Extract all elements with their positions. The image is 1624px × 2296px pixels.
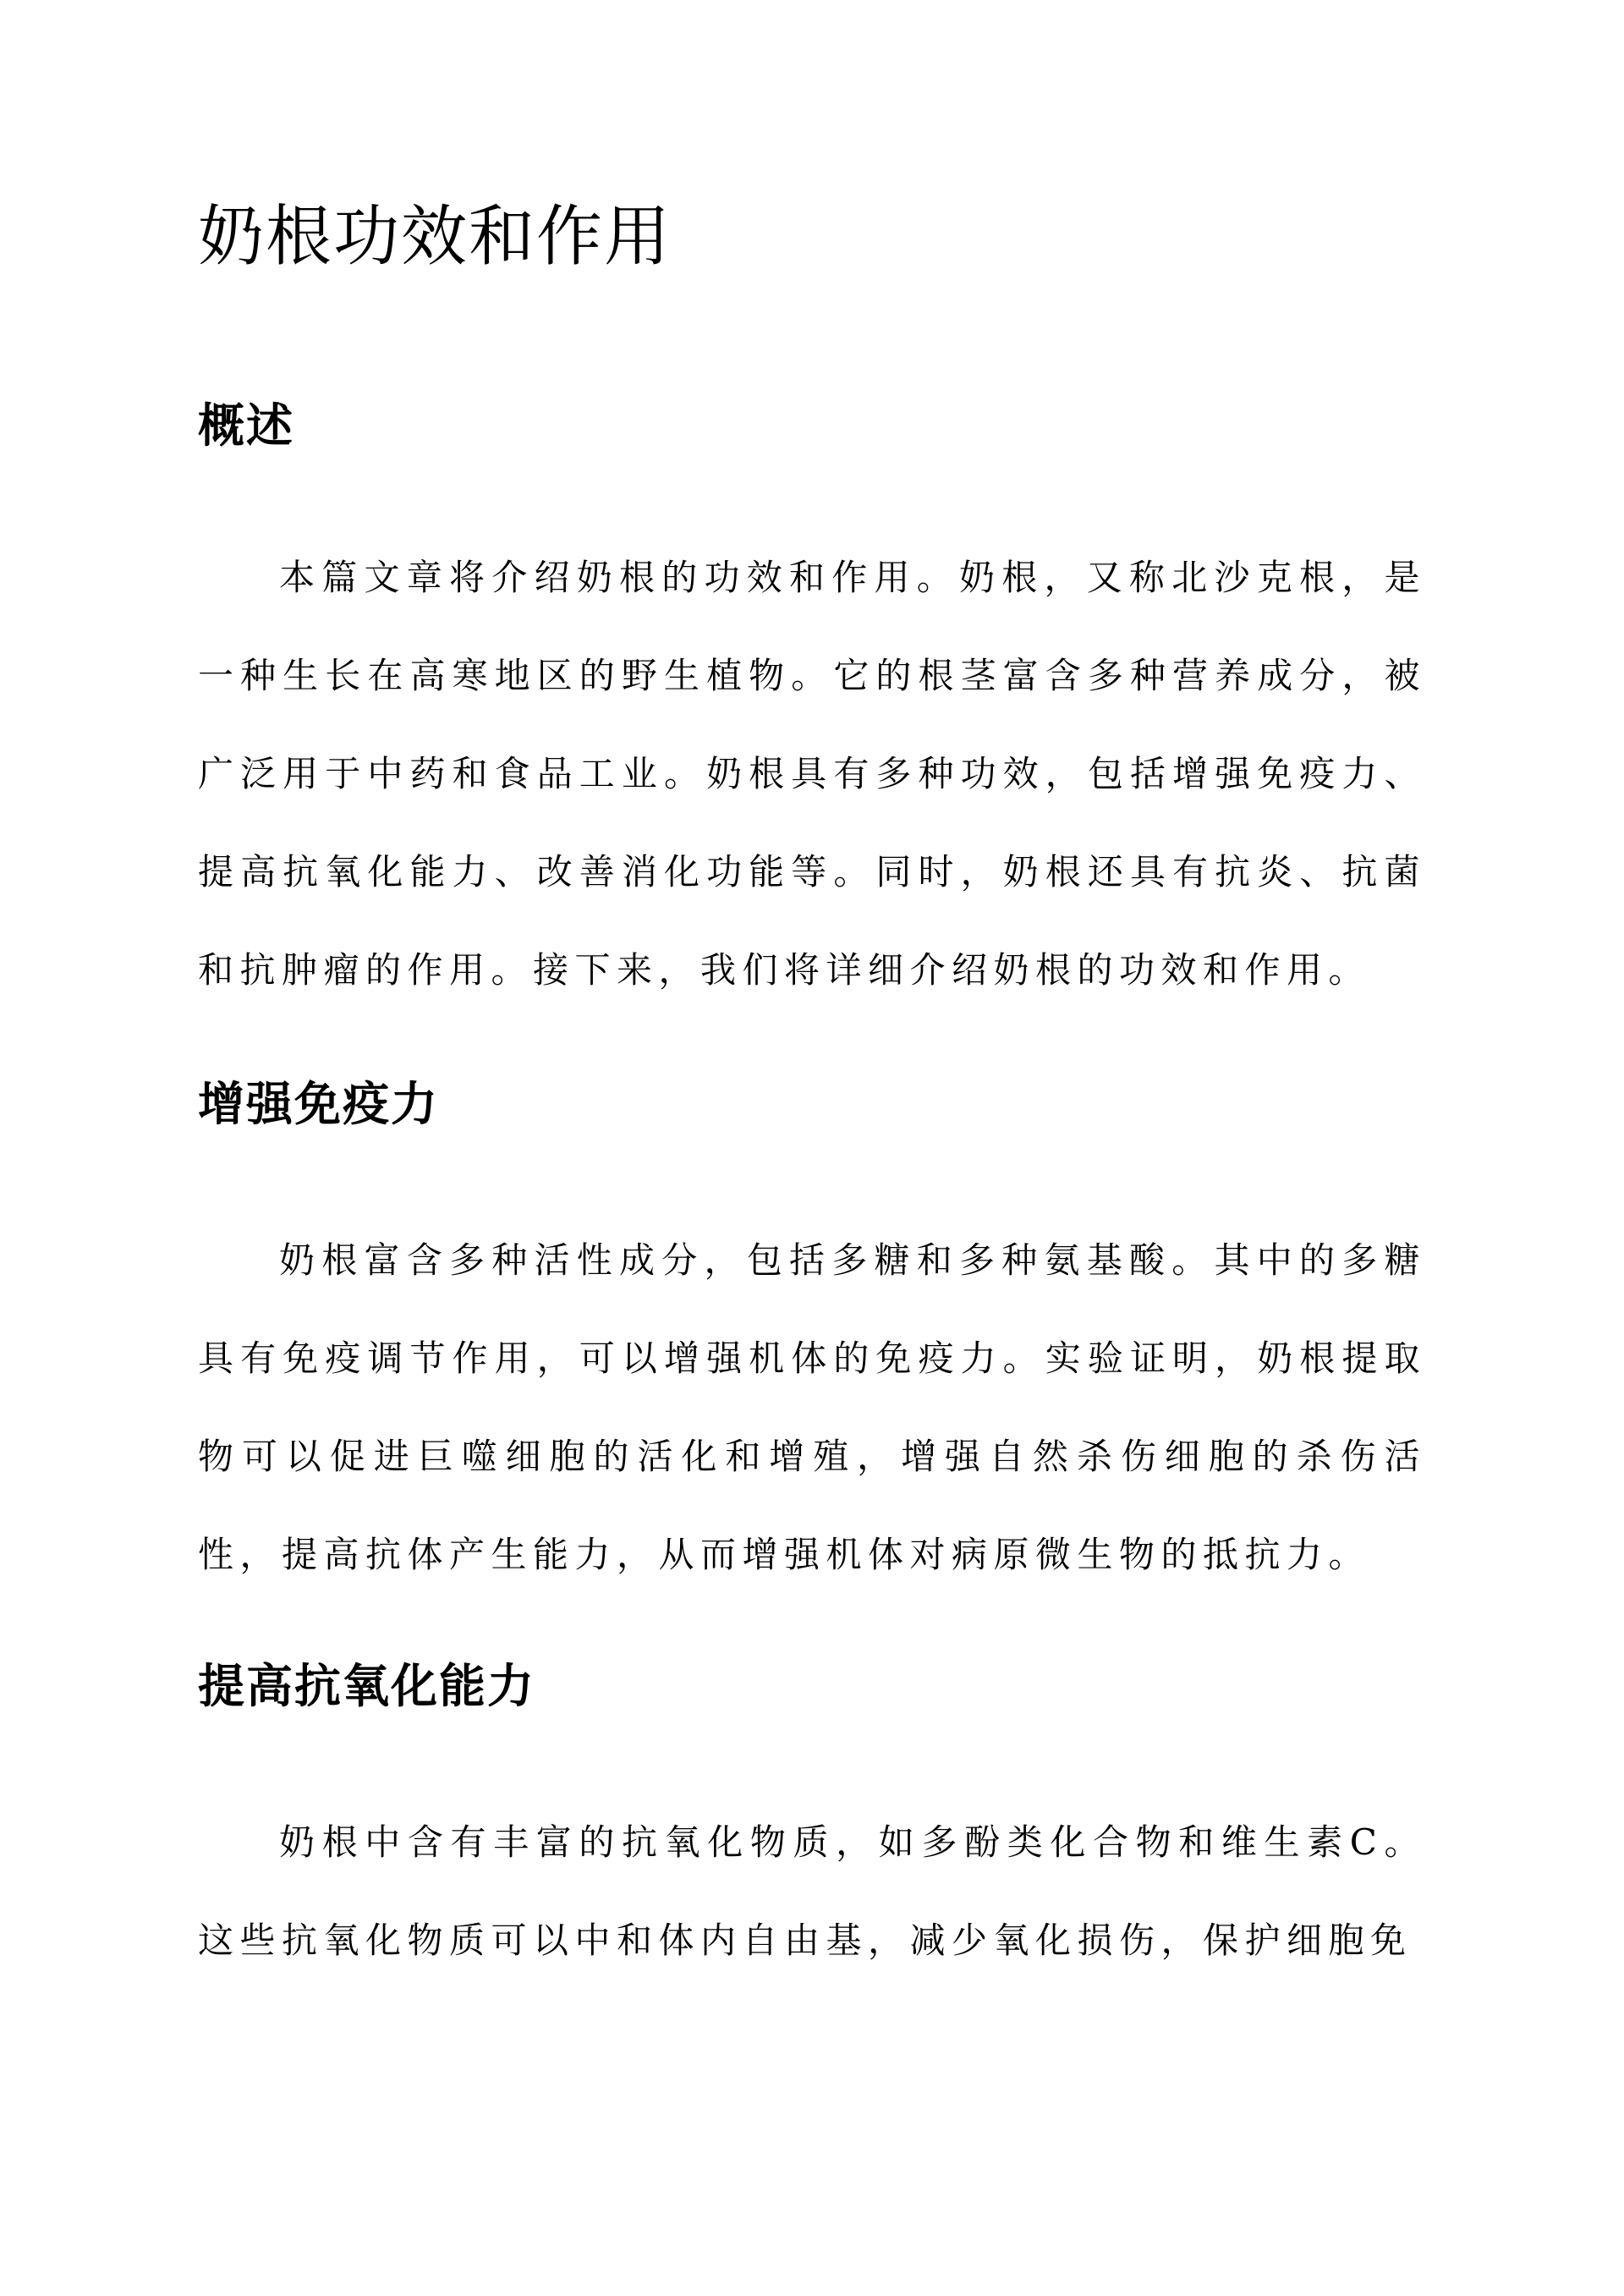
section-paragraph-immunity: 奶根富含多种活性成分，包括多糖和多种氨基酸。其中的多糖具有免疫调节作用，可以增强机体的免疫力。实验证明，奶根提取物可以促进巨噬细胞的活化和增殖，增强自然杀伤细胞的杀伤活性，提高抗体产生能力，从而增强机体对病原微生物的抵抗力。	[198, 1239, 1426, 1575]
section-paragraph-overview: 本篇文章将介绍奶根的功效和作用。奶根，又称北沙克根，是一种生长在高寒地区的野生植物。它的根茎富含多种营养成分，被广泛用于中药和食品工业。奶根具有多种功效，包括增强免疫力、提高抗氧化能力、改善消化功能等。同时，奶根还具有抗炎、抗菌和抗肿瘤的作用。接下来，我们将详细介绍奶根的功效和作用。	[198, 557, 1426, 991]
section-heading-antioxidant: 提高抗氧化能力	[198, 1658, 536, 1713]
section-heading-immunity: 增强免疫力	[198, 1076, 440, 1131]
document-title: 奶根功效和作用	[198, 199, 672, 275]
section-heading-overview: 概述	[198, 398, 295, 453]
section-paragraph-antioxidant: 奶根中含有丰富的抗氧化物质，如多酚类化合物和维生素C。这些抗氧化物质可以中和体内自由基，减少氧化损伤，保护细胞免	[198, 1821, 1426, 1961]
